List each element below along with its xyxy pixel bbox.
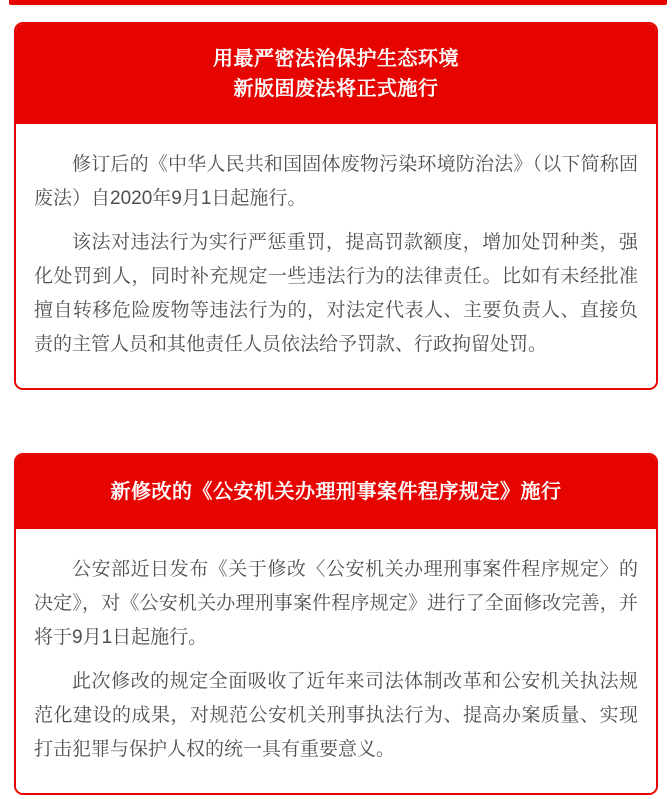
article-header-banner <box>16 455 656 529</box>
article-paragraph: 该法对违法行为实行严惩重罚，提高罚款额度，增加处罚种类，强化处罚到人，同时补充规定一些违法行为的法律责任。比如有未经批准擅自转移危险废物等违法行为的，对法定代表人、主要负责人、直接负责的主管人员和其他责任人员依法给予罚款、行政拘留处罚。 <box>34 232 638 355</box>
article-header-banner <box>16 24 656 124</box>
article-card-criminal-procedure-rules <box>14 453 658 795</box>
article-body <box>16 124 656 388</box>
article-paragraph: 此次修改的规定全面吸收了近年来司法体制改革和公安机关执法规范化建设的成果，对规范公安机关刑事执法行为、提高办案质量、实现打击犯罪与保护人权的统一具有重要意义。 <box>34 671 638 760</box>
article-card-solid-waste-law <box>14 22 658 390</box>
article-title-line: 用最严密法治保护生态环境 <box>213 48 459 70</box>
article-paragraph: 公安部近日发布《关于修改〈公安机关办理刑事案件程序规定〉的决定》，对《公安机关办理刑事案件程序规定》进行了全面修改完善，并将于9月1日起施行。 <box>34 559 638 648</box>
article-paragraph: 修订后的《中华人民共和国固体废物污染环境防治法》（以下简称固废法）自2020年9月1日起施行。 <box>34 154 638 209</box>
article-body <box>16 529 656 793</box>
top-red-strip <box>9 0 667 5</box>
article-title-line: 新版固废法将正式施行 <box>233 78 439 100</box>
article-title-line: 新修改的《公安机关办理刑事案件程序规定》施行 <box>110 481 562 503</box>
